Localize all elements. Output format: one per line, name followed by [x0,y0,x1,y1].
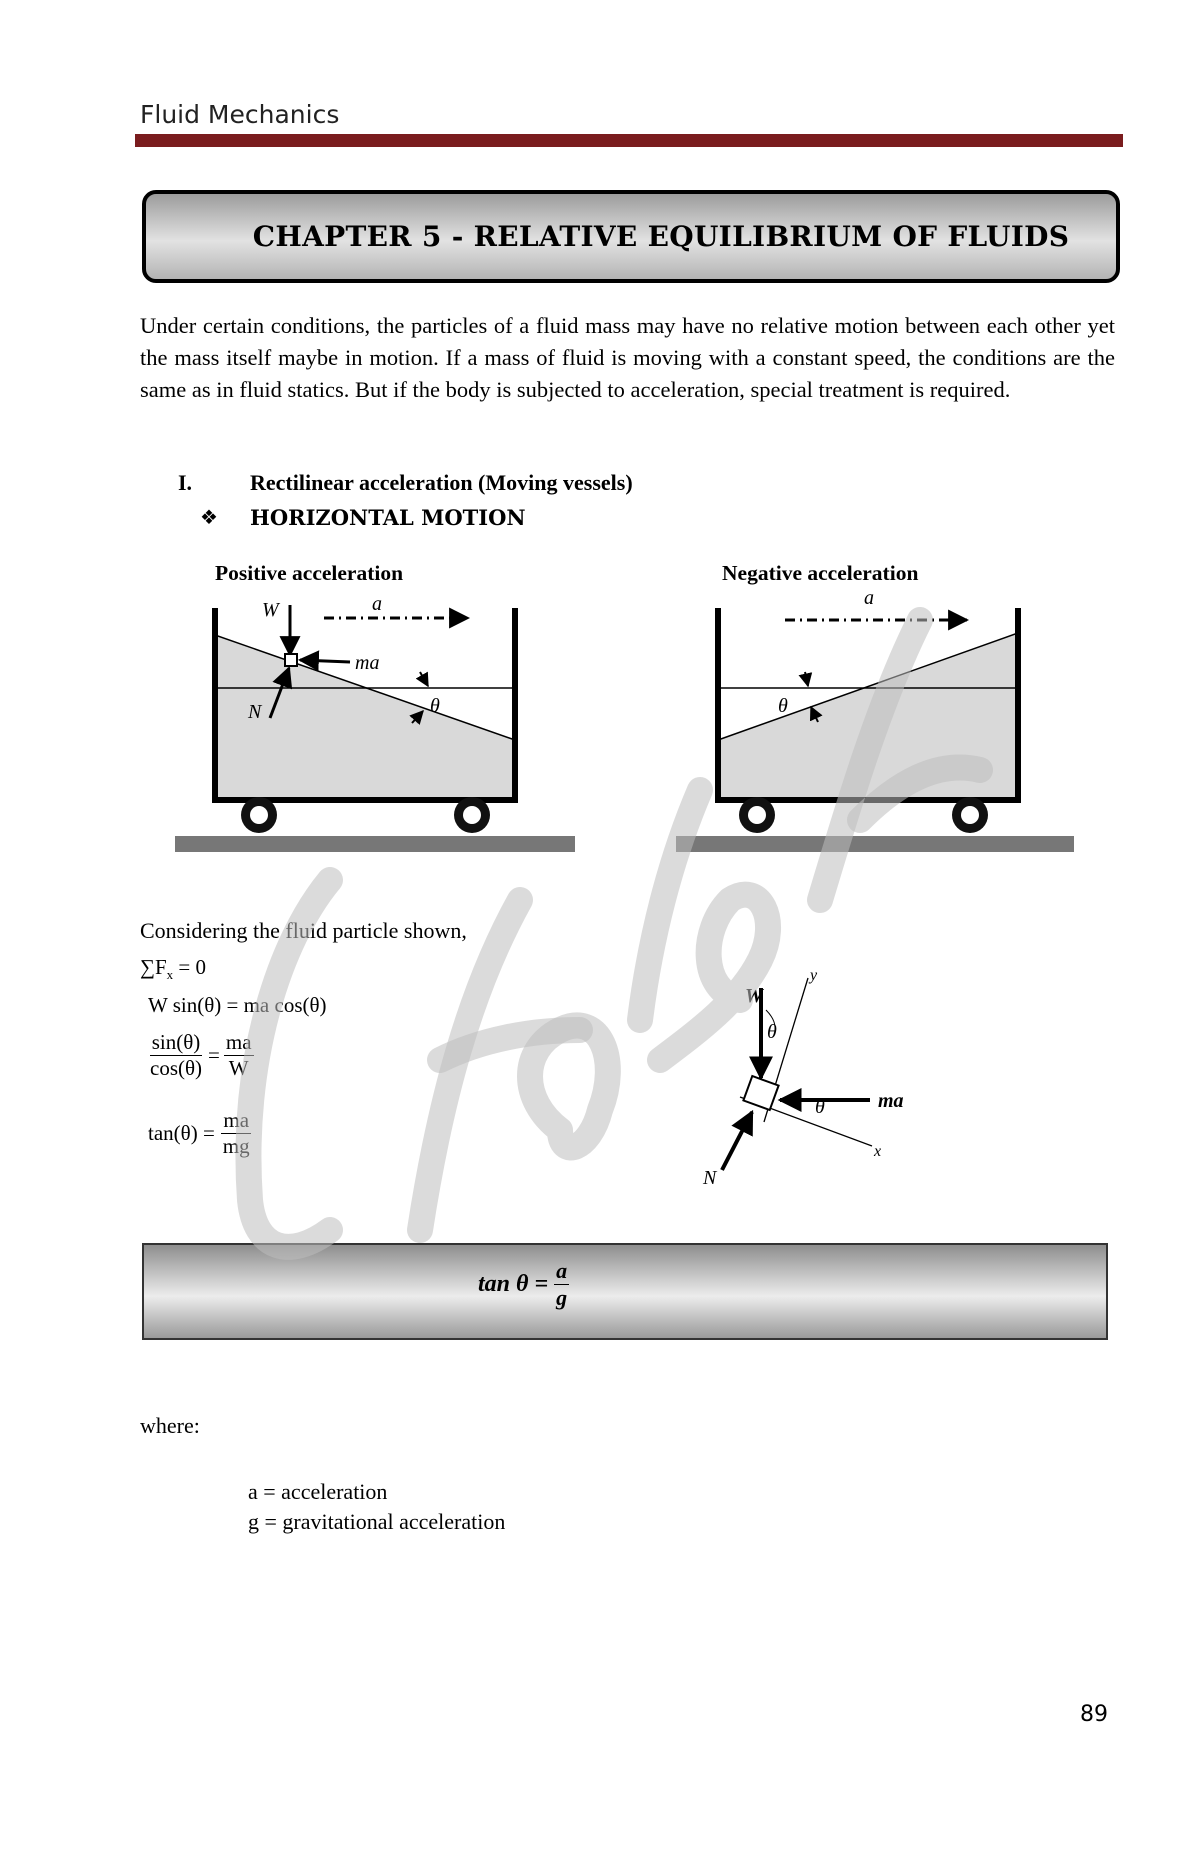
denominator: g [556,1285,568,1310]
derivation-intro: Considering the fluid particle shown, [140,918,467,943]
numerator: ma [223,1108,250,1132]
tangent-left: tan(θ) = [148,1121,215,1145]
positive-acceleration-label: Positive acceleration [215,561,404,585]
sum-forces-prefix: ∑F [140,955,167,979]
subsection-title: HORIZONTAL MOTION [250,505,526,530]
equals-sign: = [208,1043,220,1067]
sum-forces-subscript: x [166,967,174,983]
page-number: 89 [1080,1702,1108,1727]
fluid-particle [743,1076,778,1110]
chapter-title: CHAPTER 5 - RELATIVE EQUILIBRIUM OF FLUIDS [252,220,1070,253]
result-left: tan θ = [478,1271,549,1297]
inertia-label: ma [355,652,380,674]
section-number: I. [178,470,193,495]
section-title: Rectilinear acceleration (Moving vessels) [250,470,633,495]
normal-label: N [248,701,262,723]
denominator: W [228,1056,249,1080]
acceleration-label: a [864,587,874,609]
numerator: ma [225,1030,252,1054]
result-equation [478,1258,569,1311]
angle-label-top: θ [767,1021,777,1043]
angle-label-side: θ [815,1096,825,1118]
sum-forces-suffix: = 0 [173,955,206,979]
x-axis-label: x [874,1143,882,1160]
weight-label: W [262,599,279,621]
bullet-icon: ❖ [200,507,218,529]
y-axis-label: y [810,967,818,984]
acceleration-label: a [372,593,382,615]
intro-paragraph: Under certain conditions, the particles of a fluid mass may have no relative motion between each other yet the mass itself maybe in motion. If a mass of fluid is moving with a constant speed, the conditions are the same as in fluid statics. But if the body is subjected to acceleration, special treatment is required. [140,313,1115,402]
negative-acceleration-label: Negative acceleration [722,561,919,585]
result-box [142,1243,1108,1340]
numerator: a [556,1258,568,1283]
angle-label: θ [778,695,788,717]
inertia-label: ma [878,1090,904,1112]
normal-arrow [722,1112,752,1170]
numerator: sin(θ) [151,1030,201,1054]
where-label: where: [140,1413,200,1438]
denominator: cos(θ) [150,1056,203,1080]
running-header: Fluid Mechanics [140,100,340,129]
definition-gravity: g = gravitational acceleration [248,1509,506,1534]
denominator: mg [222,1134,250,1158]
angle-label: θ [430,695,440,717]
force-balance-equation: W sin(θ) = ma cos(θ) [148,993,327,1017]
fraction [554,1258,569,1311]
definition-acceleration: a = acceleration [248,1479,388,1504]
weight-label: W [745,985,763,1007]
normal-label: N [703,1167,717,1189]
